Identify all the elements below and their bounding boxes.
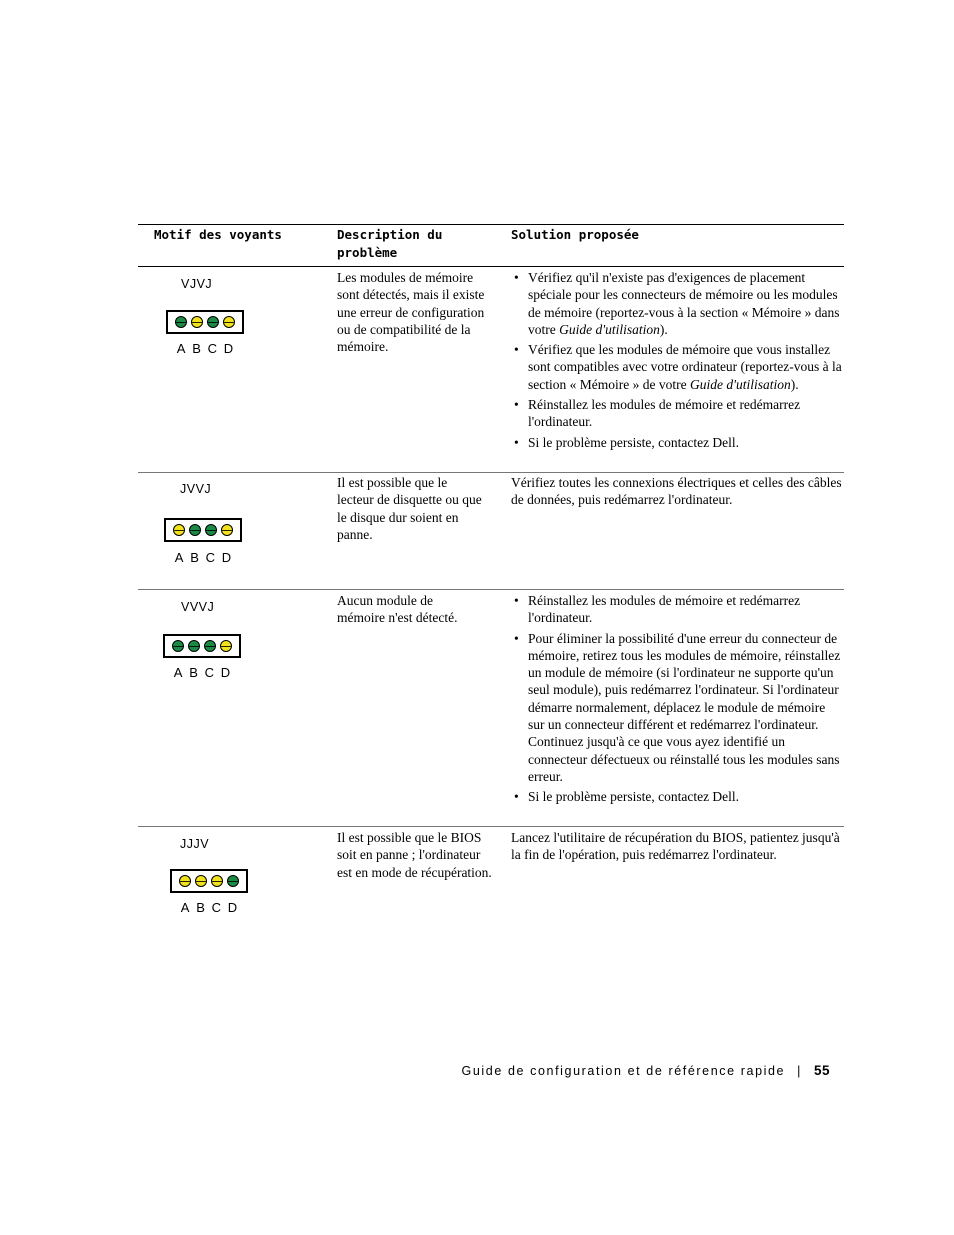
pattern-code: VVVJ	[181, 600, 215, 614]
led-letter: A	[176, 341, 186, 356]
led-panel	[164, 518, 242, 542]
led-panel	[163, 634, 241, 658]
led-letter: B	[196, 900, 205, 915]
header-description: Description du problème	[337, 227, 443, 260]
led-letter: C	[207, 341, 218, 356]
led-letters	[166, 341, 244, 356]
led-letters	[170, 900, 248, 915]
led-letter: A	[180, 900, 190, 915]
led-b-icon	[188, 640, 200, 652]
problem-description: Aucun module de mémoire n'est détecté.	[337, 593, 458, 626]
led-c-icon	[211, 875, 223, 887]
pattern-code: JJJV	[180, 837, 210, 851]
solution-text: Lancez l'utilitaire de récupération du BIOS, patientez jusqu'à la fin de l'opération, puis redémarrez l'ordinateur.	[511, 830, 840, 863]
led-d-icon	[220, 640, 232, 652]
led-b-icon	[195, 875, 207, 887]
led-a-icon	[175, 316, 187, 328]
led-letter: D	[223, 341, 234, 356]
led-a-icon	[179, 875, 191, 887]
solution-item: • Si le problème persiste, contactez Dell.	[511, 788, 843, 805]
pattern-code: VJVJ	[181, 277, 213, 291]
led-c-icon	[207, 316, 219, 328]
solution-item: • Réinstallez les modules de mémoire et redémarrez l'ordinateur.	[511, 592, 843, 627]
header-solution: Solution proposée	[511, 227, 639, 242]
led-letter: D	[220, 665, 231, 680]
led-letter: A	[173, 665, 183, 680]
table-top-rule	[138, 224, 844, 225]
row-divider	[138, 826, 844, 827]
led-d-icon	[223, 316, 235, 328]
row-divider	[138, 589, 844, 590]
pattern-code: JVVJ	[180, 482, 212, 496]
led-c-icon	[205, 524, 217, 536]
led-letters	[164, 550, 242, 565]
problem-description: Il est possible que le lecteur de disquette ou que le disque dur soient en panne.	[337, 475, 482, 542]
led-letter: C	[204, 665, 215, 680]
solution-item: • Vérifiez qu'il n'existe pas d'exigences de placement spéciale pour les connecteurs de mémoire ou les modules de mémoire (reportez-vous à la section « Mémoire » dans votre Guide d'utilisation).	[511, 269, 843, 338]
led-a-icon	[173, 524, 185, 536]
page-footer	[462, 1063, 830, 1078]
led-panel	[166, 310, 244, 334]
led-letter: B	[189, 665, 198, 680]
led-letter: D	[221, 550, 232, 565]
solution-item: • Pour éliminer la possibilité d'une erreur du connecteur de mémoire, retirez tous les modules de mémoire, réinstallez un module de mémoire (si l'ordinateur ne supporte qu'un seul module), puis redémarrez l'ordinateur. Si l'ordinateur démarre normalement, déplacez le module de mémoire sur un connecteur différent et redémarrez l'ordinateur. Continuez jusqu'à ce que vous ayez identifié un connecteur défectueux ou réinstallé tous les modules sans erreur.	[511, 630, 843, 786]
solution-item: • Vérifiez que les modules de mémoire que vous installez sont compatibles avec votre ordinateur (reportez-vous à la section « Mémoire » de votre Guide d'utilisation).	[511, 341, 843, 393]
led-letter: D	[227, 900, 238, 915]
led-letter: B	[192, 341, 201, 356]
page-number: 55	[813, 1063, 830, 1078]
solution-item: • Si le problème persiste, contactez Dell.	[511, 434, 843, 451]
led-letters	[163, 665, 241, 680]
problem-description: Les modules de mémoire sont détectés, mais il existe une erreur de configuration ou de compatibilité de la mémoire.	[337, 270, 485, 355]
solution-list	[511, 592, 843, 809]
led-d-icon	[221, 524, 233, 536]
led-letter: C	[205, 550, 216, 565]
led-letter: C	[211, 900, 222, 915]
led-a-icon	[172, 640, 184, 652]
header-rule	[138, 266, 844, 267]
led-b-icon	[191, 316, 203, 328]
led-letter: B	[190, 550, 199, 565]
problem-description: Il est possible que le BIOS soit en panne ; l'ordinateur est en mode de récupération.	[337, 830, 492, 880]
footer-separator: |	[797, 1064, 802, 1078]
led-c-icon	[204, 640, 216, 652]
row-divider	[138, 472, 844, 473]
solution-text: Vérifiez toutes les connexions électriques et celles des câbles de données, puis redémarrez l'ordinateur.	[511, 475, 842, 508]
header-pattern: Motif des voyants	[154, 227, 282, 242]
led-b-icon	[189, 524, 201, 536]
footer-title: Guide de configuration et de référence rapide	[461, 1064, 786, 1078]
led-d-icon	[227, 875, 239, 887]
solution-list	[511, 269, 843, 454]
solution-item: • Réinstallez les modules de mémoire et redémarrez l'ordinateur.	[511, 396, 843, 431]
led-panel	[170, 869, 248, 893]
led-letter: A	[174, 550, 184, 565]
